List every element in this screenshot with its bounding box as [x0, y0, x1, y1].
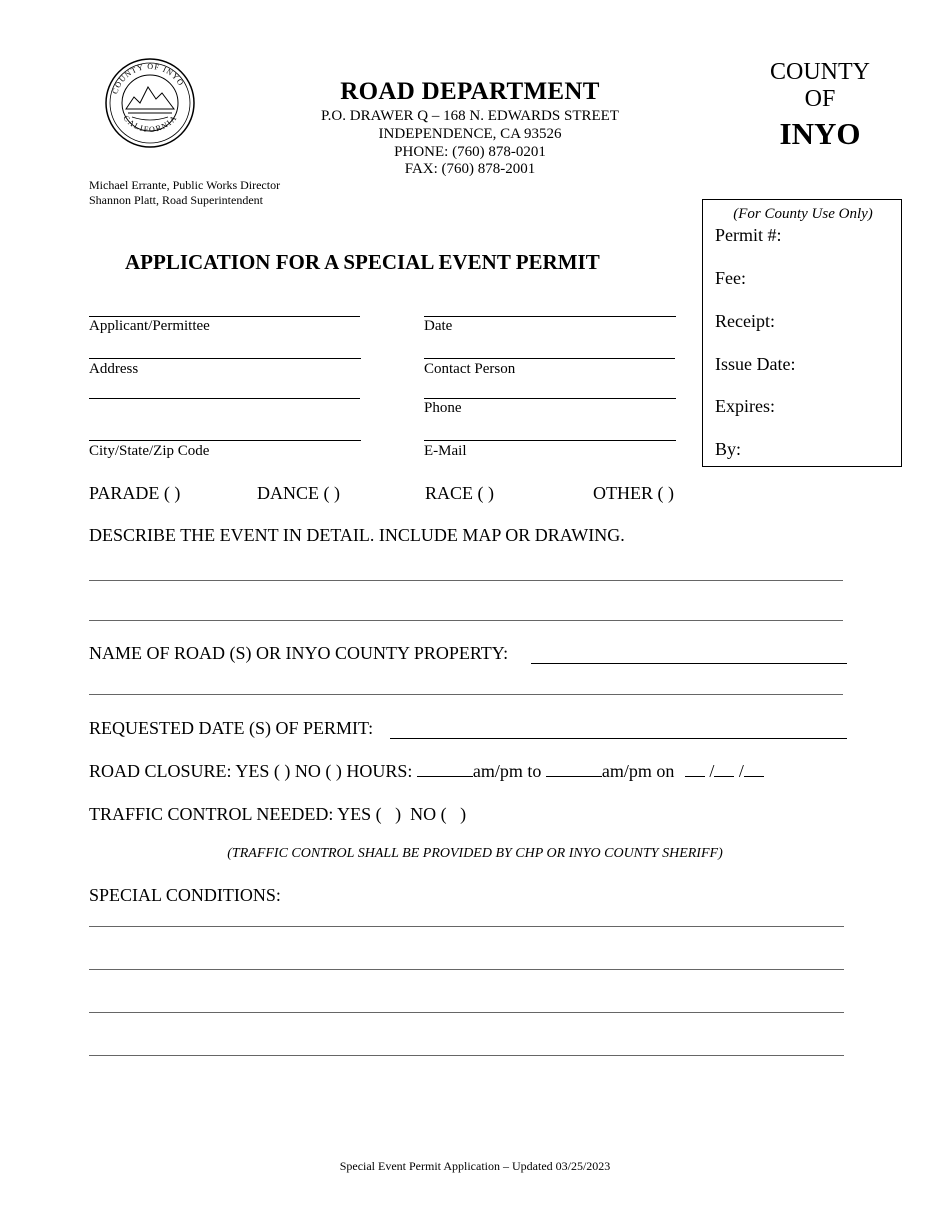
county-label: COUNTY	[770, 59, 870, 85]
ampm-to-label: am/pm to	[472, 761, 542, 781]
closure-day-field[interactable]	[714, 776, 734, 777]
phone-line: PHONE: (760) 878-0201	[394, 144, 546, 160]
director-name: Michael Errante, Public Works Director	[89, 178, 281, 192]
county-name: INYO	[779, 116, 861, 151]
road-closure-no[interactable]: NO ( )	[294, 761, 342, 781]
by-label: By:	[715, 439, 742, 459]
city-line: INDEPENDENCE, CA 93526	[378, 126, 562, 142]
superintendent-name: Shannon Platt, Road Superintendent	[89, 193, 263, 207]
department-title: ROAD DEPARTMENT	[340, 78, 600, 105]
closure-year-field[interactable]	[744, 776, 764, 777]
special-conditions-line-4[interactable]	[89, 1055, 844, 1056]
date-label: Date	[424, 318, 453, 334]
address-field[interactable]	[89, 358, 361, 359]
road-name-label: NAME OF ROAD (S) OR INYO COUNTY PROPERTY:	[89, 643, 509, 663]
special-conditions-line-3[interactable]	[89, 1012, 844, 1013]
race-option[interactable]: RACE ( )	[425, 483, 494, 503]
date-field[interactable]	[424, 316, 676, 317]
traffic-control-note: (TRAFFIC CONTROL SHALL BE PROVIDED BY CHP OR INYO COUNTY SHERIFF)	[227, 846, 723, 861]
permit-number-label: Permit #:	[715, 225, 782, 245]
address-line: P.O. DRAWER Q – 168 N. EDWARDS STREET	[321, 108, 619, 124]
other-option[interactable]: OTHER ( )	[593, 483, 674, 503]
address-field-2[interactable]	[89, 398, 360, 399]
ampm-on-label: am/pm on	[601, 761, 675, 781]
receipt-label: Receipt:	[715, 311, 775, 331]
email-label: E-Mail	[424, 443, 467, 459]
county-use-box	[702, 199, 902, 467]
end-time-field[interactable]	[546, 776, 602, 777]
describe-label: DESCRIBE THE EVENT IN DETAIL. INCLUDE MAP OR DRAWING.	[89, 525, 625, 545]
contact-person-field[interactable]	[424, 358, 675, 359]
start-time-field[interactable]	[417, 776, 473, 777]
seal-text-inyo: INYO	[161, 64, 186, 88]
fee-label: Fee:	[715, 268, 746, 288]
county-seal-logo	[104, 57, 196, 149]
dance-option[interactable]: DANCE ( )	[257, 483, 340, 503]
county-use-note: (For County Use Only)	[733, 206, 873, 222]
special-conditions-line-2[interactable]	[89, 969, 844, 970]
road-name-field[interactable]	[531, 663, 847, 664]
svg-text:CALIFORNIA	[121, 113, 179, 134]
issue-date-label: Issue Date:	[715, 354, 796, 374]
date-slash-1: /	[709, 761, 715, 781]
address-label: Address	[89, 361, 139, 377]
of-label: OF	[804, 86, 836, 112]
expires-label: Expires:	[715, 396, 775, 416]
applicant-field[interactable]	[89, 316, 360, 317]
describe-line-1[interactable]	[89, 580, 843, 581]
date-slash-2: /	[738, 761, 744, 781]
hours-label: HOURS:	[346, 761, 413, 781]
road-closure-yes[interactable]: YES ( )	[235, 761, 291, 781]
city-state-zip-field[interactable]	[89, 440, 361, 441]
form-title: APPLICATION FOR A SPECIAL EVENT PERMIT	[125, 250, 600, 274]
road-closure-row	[89, 761, 764, 782]
phone-field[interactable]	[424, 398, 676, 399]
describe-line-2[interactable]	[89, 620, 843, 621]
seal-text-california: CALIFORNIA	[121, 112, 180, 135]
traffic-control-label[interactable]: TRAFFIC CONTROL NEEDED: YES ( ) NO ( )	[89, 804, 467, 824]
footer-text: Special Event Permit Application – Updated 03/25/2023	[339, 1159, 611, 1173]
requested-date-field[interactable]	[390, 738, 847, 739]
city-state-zip-label: City/State/Zip Code	[89, 443, 210, 459]
road-name-line-2[interactable]	[89, 694, 843, 695]
email-field[interactable]	[424, 440, 676, 441]
contact-person-label: Contact Person	[424, 361, 516, 377]
fax-line: FAX: (760) 878-2001	[404, 161, 536, 177]
seal-text-county: COUNTY	[110, 62, 145, 96]
road-closure-label: ROAD CLOSURE:	[89, 761, 232, 781]
phone-label: Phone	[424, 400, 462, 416]
closure-month-field[interactable]	[685, 776, 705, 777]
parade-option[interactable]: PARADE ( )	[89, 483, 181, 503]
applicant-label: Applicant/Permittee	[89, 318, 210, 334]
requested-date-label: REQUESTED DATE (S) OF PERMIT:	[89, 718, 374, 738]
seal-text-of: OF	[147, 61, 161, 73]
special-conditions-label: SPECIAL CONDITIONS:	[89, 885, 281, 905]
special-conditions-line-1[interactable]	[89, 926, 844, 927]
